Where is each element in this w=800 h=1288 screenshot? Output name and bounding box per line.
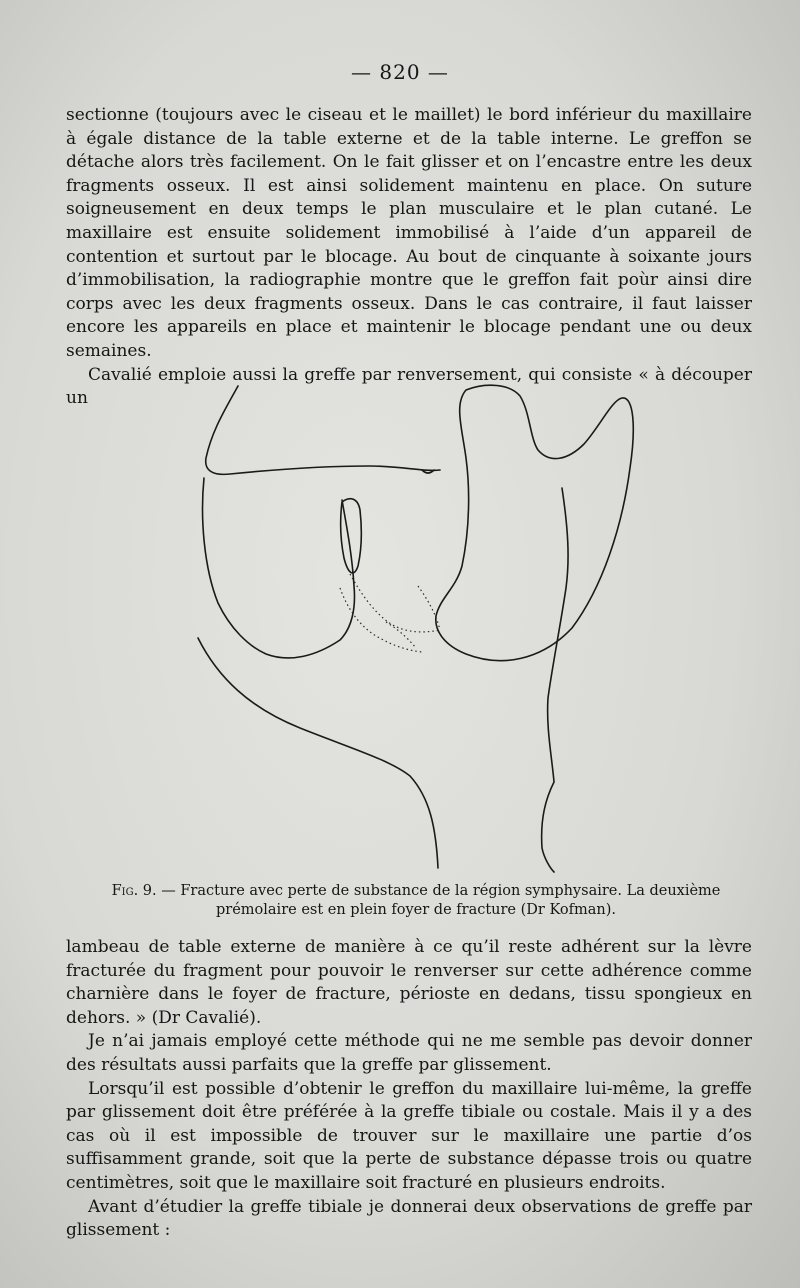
drawing-stroke — [203, 478, 355, 658]
drawing-stroke — [542, 488, 568, 872]
paragraph: Cavalié emploie aussi la greffe par renversement, qui consiste « à découper un — [66, 364, 752, 409]
paragraph: Je n’ai jamais employé cette méthode qui ne me semble pas devoir donner des résultats aussi parfaits que la greffe par glissement. — [66, 1031, 752, 1075]
drawing-stroke — [436, 385, 633, 660]
drawing-stroke — [206, 386, 440, 474]
dotted-line — [386, 622, 416, 648]
top-text-block — [66, 104, 752, 411]
figure-caption-text: — Fracture avec perte de substance de la région symphysaire. La deuxième prémolaire est en plein foyer de fracture (Dr Kofman). — [161, 883, 721, 918]
page-number: — 820 — — [351, 60, 449, 84]
paragraph: lambeau de table externe de manière à ce qu’il reste adhérent sur la lèvre fracturée du fragment pour pouvoir le renverser sur cette adhérence comme charnière dans le foyer de fracture, périoste en dedans, tissu spongieux en dehors. » (Dr Cavalié). — [66, 937, 752, 1028]
dotted-line — [350, 574, 440, 632]
figure-9-drawing — [190, 378, 650, 878]
drawing-stroke — [198, 638, 438, 868]
figure-label: Fig. 9. — [111, 883, 157, 899]
paragraph: Lorsqu’il est possible d’obtenir le greffon du maxillaire lui-même, la greffe par glissement doit être préférée à la greffe tibiale ou costale. Mais il y a des cas où il est impossible de trouver sur le maxillaire une partie d’os suffisamment grande, soit que la perte de substance dépasse trois ou quatre centimètres, soit que le maxillaire soit fracturé en plusieurs endroits. — [66, 1078, 752, 1193]
bottom-text-block — [66, 936, 752, 1243]
paragraph: Avant d’étudier la greffe tibiale je donnerai deux observations de greffe par glissement : — [66, 1196, 752, 1241]
figure-caption — [96, 882, 736, 920]
paragraph: sectionne (toujours avec le ciseau et le maillet) le bord inférieur du maxillaire à égale distance de la table externe et de la table interne. Le greffon se détache alors très facilement. On le fait glisser et on l’encastre entre les deux fragments osseux. Il est ainsi solidement maintenu en place. On suture soigneusement en deux temps le plan musculaire et le plan cutané. Le maxillaire est ensuite solidement immobilisé à l’aide d’un appareil de contention et surtout par le blocage. Au bout de cinquante à soixante jours d’immobilisation, la radiographie montre que le greffon fait poùr ainsi dire corps avec les deux fragments osseux. Dans le cas contraire, il faut laisser encore les appareils en place et maintenir le blocage pendant une ou deux semaines. — [66, 105, 752, 361]
